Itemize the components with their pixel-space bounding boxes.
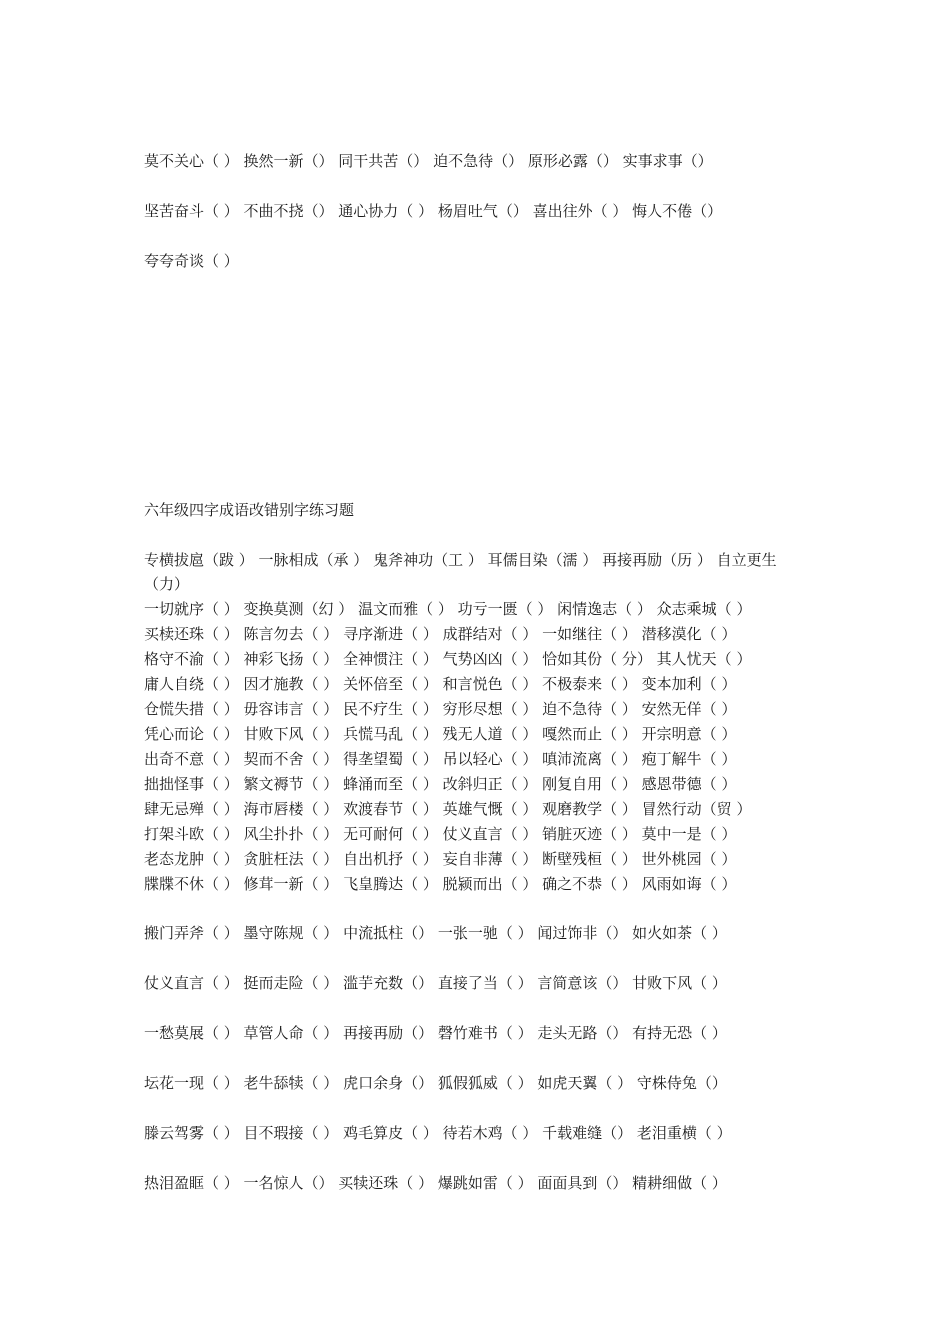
idiom-line: 一愁莫展（ ） 草管人命（ ） 再接再励（） 磬竹难书（ ） 走头无路（） 有持无恐（ ） [144, 1024, 727, 1042]
idiom-line: 搬门弄斧（ ） 墨守陈规（ ） 中流抵柱（） 一张一驰（ ） 闻过饰非（） 如火如茶（ ） [144, 924, 727, 942]
idiom-line: 打架斗欧（ ） 风尘扑扑（ ） 无可耐何（ ） 仗义直言（ ） 销脏灭迹（ ） 莫中一是（ ） [144, 825, 737, 843]
idiom-line: 热泪盈眶（ ） 一名惊人（） 买犊还珠（ ） 爆跳如雷（ ） 面面具到（） 精耕细做（ ） [144, 1174, 727, 1192]
section-title: 六年级四字成语改错别字练习题 [144, 501, 355, 519]
idiom-line: 夸夸奇谈（ ） [144, 252, 239, 270]
idiom-line: 仓慌失措（ ） 毋容讳言（ ） 民不疗生（ ） 穷形尽想（ ） 迫不急待（ ） 安然无佯（ ） [144, 700, 737, 718]
idiom-line: 拙拙怪事（ ） 繁文褥节（ ） 蜂涌而至（ ） 改斜归正（ ） 刚复自用（ ） 感恩带德（ ） [144, 775, 737, 793]
idiom-line: 牒牒不休（ ） 修茸一新（ ） 飞皇腾达（ ） 脱颍而出（ ） 确之不恭（ ） 风雨如诲（ ） [144, 875, 737, 893]
idiom-line: 庸人自绕（ ） 因才施教（ ） 关怀倍至（ ） 和言悦色（ ） 不极泰来（ ） 变本加利（ ） [144, 675, 737, 693]
idiom-line: 坚苦奋斗（ ） 不曲不挠（） 通心协力（ ） 杨眉吐气（） 喜出往外（ ） 悔人不倦（） [144, 202, 723, 220]
idiom-line: 滕云驾雾（ ） 目不瑕接（ ） 鸡毛算皮（ ） 待若木鸡（ ） 千载难缝（） 老泪重横（ ） [144, 1124, 732, 1142]
idiom-line: 一切就序（ ） 变换莫测（幻 ） 温文而雅（ ） 功亏一匮（ ） 闲情逸志（ ） 众志乘城（ ） [144, 600, 752, 618]
idiom-line: 出奇不意（ ） 契而不舍（ ） 得垄望蜀（ ） 吊以轻心（ ） 嗔沛流离（ ） 疱丁解牛（ ） [144, 750, 737, 768]
idiom-line: 买椟还珠（ ） 陈言勿去（ ） 寻序渐进（ ） 成群结对（ ） 一如继往（ ） 潜移漠化（ ） [144, 625, 737, 643]
idiom-line: 仗义直言（ ） 挺而走险（ ） 滥芋充数（） 直接了当（ ） 言简意该（） 甘败下风（ ） [144, 974, 727, 992]
idiom-line: 格守不渝（ ） 神彩飞扬（ ） 全神惯注（ ） 气势凶凶（ ） 恰如其份（ 分） 其人忧天（ ） [144, 650, 752, 668]
idiom-line: 专横拔扈（跋 ） 一脉相成（承 ） 鬼斧神功（工 ） 耳儒目染（濡 ） 再接再励（历 ） 自立更生 [144, 551, 777, 569]
idiom-line: 凭心而论（ ） 甘败下风（ ） 兵慌马乱（ ） 残无人道（ ） 嘎然而止（ ） 开宗明意（ ） [144, 725, 737, 743]
idiom-line: 肆无忌殚（ ） 海市唇楼（ ） 欢渡春节（ ） 英雄气慨（ ） 观磨教学（ ） 冒然行动（贸 ） [144, 800, 752, 818]
idiom-line: 坛花一现（ ） 老牛舔犊（ ） 虎口余身（） 狐假狐威（ ） 如虎天翼（ ） 守株侍兔（） [144, 1074, 727, 1092]
idiom-line: （力） [144, 575, 190, 593]
idiom-line: 老态龙肿（ ） 贪脏枉法（ ） 自出机抒（ ） 妄自非薄（ ） 断壁残桓（ ） 世外桃园（ ） [144, 850, 737, 868]
idiom-line: 莫不关心（ ） 换然一新（） 同干共苦（） 迫不急待（） 原形必露（） 实事求事（） [144, 152, 713, 170]
